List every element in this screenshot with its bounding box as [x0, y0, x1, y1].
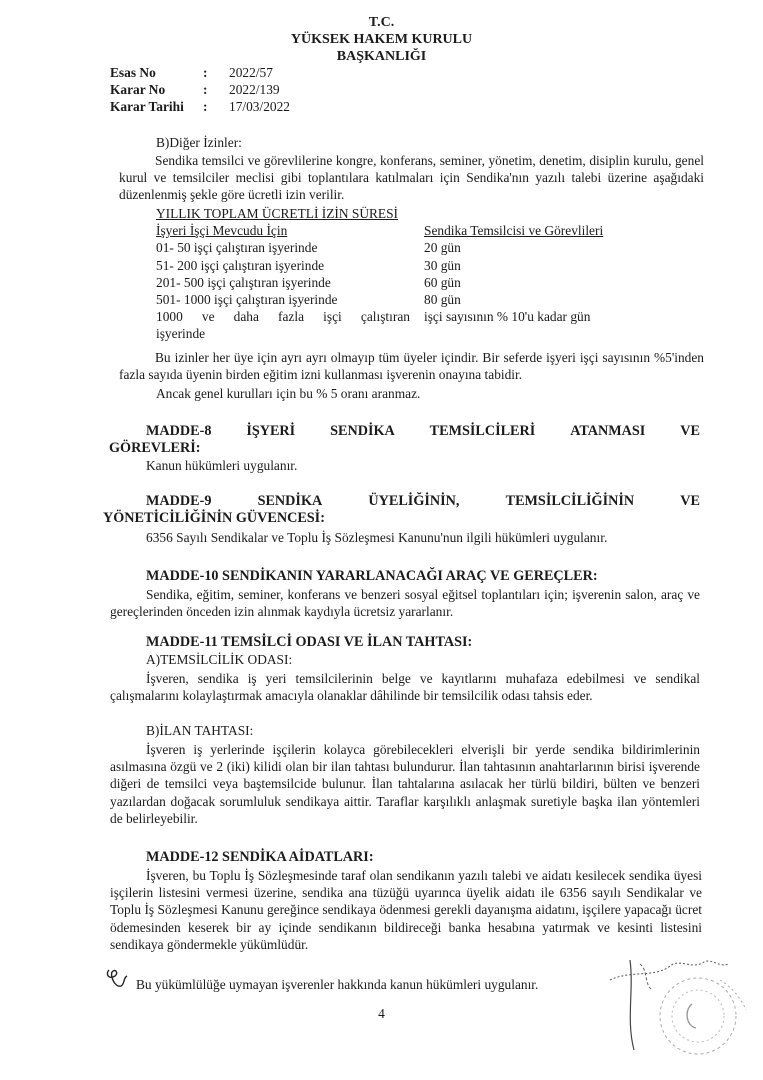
madde-9-heading-cont: YÖNETİCİLİĞİNİN GÜVENCESİ: [103, 510, 325, 526]
section-b-note-2: Ancak genel kurulları için bu % 5 oranı aranmaz. [156, 386, 421, 401]
madde-8-heading [146, 423, 700, 440]
karar-colon: : [203, 82, 208, 97]
leave-table-header [156, 222, 676, 239]
signature-stamp-icon [600, 940, 760, 1065]
table-row [156, 239, 676, 256]
madde-8-body: Kanun hükümleri uygulanır. [146, 458, 298, 473]
word: SENDİKA [330, 423, 395, 439]
madde-11-sub-a: A)TEMSİLCİLİK ODASI: [146, 652, 293, 667]
tarih-value: 17/03/2022 [229, 99, 291, 114]
word: MADDE-8 [146, 423, 212, 439]
page-number: 4 [378, 1006, 385, 1021]
madde-10-body: Sendika, eğitim, seminer, konferans ve benzeri sosyal eğitsel toplantıları için; işverenin salon, araç ve gereçlerinden önceden izin alınmak kaydıyla ücretsiz yararlanır. [110, 587, 700, 620]
handwritten-initial-icon [103, 966, 133, 992]
leave-table-title: YILLIK TOPLAM ÜCRETLİ İZİN SÜRESİ [156, 206, 399, 221]
madde-11-sub-b: B)İLAN TAHTASI: [146, 723, 254, 738]
table-cell-right: işçi sayısının % 10'u kadar gün [424, 309, 591, 325]
tarih-row [110, 98, 290, 115]
word: ve [201, 309, 215, 325]
section-b-note-1: Bu izinler her üye için ayrı ayrı olmayıp tüm üyeler içindir. Bir seferde işyeri işçi sayısının %5'inden fazla sayıda üyenin birden eğitim izni kullanması işverenin onayına tabidir. [119, 350, 704, 383]
table-cell-right: 60 gün [424, 274, 461, 290]
word: işçi [323, 309, 342, 325]
word: VE [680, 423, 700, 439]
madde-8-heading-cont: GÖREVLERİ: [109, 440, 201, 456]
table-cell-right: 20 gün [424, 240, 461, 256]
madde-11-heading: MADDE-11 TEMSİLCİ ODASI VE İLAN TAHTASI: [146, 634, 473, 650]
table-row [156, 274, 676, 291]
esas-row [110, 64, 290, 81]
word: fazla [278, 309, 305, 325]
tarih-label: Karar Tarihi [110, 99, 184, 114]
madde-9-body: 6356 Sayılı Sendikalar ve Toplu İş Sözleşmesi Kanunu'nun ilgili hükümleri uygulanır. [146, 530, 608, 545]
table-row [156, 325, 676, 342]
madde-12-last-line: Bu yükümlülüğe uymayan işverenler hakkında kanun hükümleri uygulanır. [136, 977, 539, 992]
esas-value: 2022/57 [229, 65, 273, 80]
madde-11-body-b: İşveren iş yerlerinde işçilerin kolayca görebilecekleri elverişli bir yerde sendika bildirimlerinin asılmasına özgü ve 2 (iki) kilidi olan bir ilan tahtası bulundurur. İlan tahtasının anahtarlarının birisi işverende diğeri de temsilci veya baştemsilcide bulunur. İlan tahtalarına asılacak her türlü bildiri, bülten ve benzeri yazılardan doğacak sorumluluk sendikaya aittir. Taraflar karşılıklı anlaşmak suretiyle başka ilan yöntemleri de belirleyebilir. [110, 742, 700, 826]
esas-label: Esas No [110, 65, 156, 80]
leave-table [156, 205, 676, 343]
madde-9-heading [146, 493, 700, 510]
table-cell-left: 201- 500 işçi çalıştıran işyerinde [156, 274, 331, 290]
table-cell-left: işyerinde [156, 326, 206, 342]
word: MADDE-9 [146, 493, 212, 509]
tarih-colon: : [203, 99, 208, 114]
table-cell-right: 80 gün [424, 292, 461, 308]
karar-label: Karar No [110, 82, 166, 97]
word: çalıştıran [360, 309, 410, 325]
leave-table-col-left: İşyeri İşçi Mevcudu İçin [156, 223, 288, 239]
table-row [156, 291, 676, 308]
case-meta [110, 64, 290, 115]
madde-12-heading: MADDE-12 SENDİKA AİDATLARI: [146, 849, 374, 865]
esas-colon: : [203, 65, 208, 80]
table-cell-left: 501- 1000 işçi çalıştıran işyerinde [156, 292, 338, 308]
karar-value: 2022/139 [229, 82, 280, 97]
word: SENDİKA [257, 493, 323, 509]
table-row [156, 308, 676, 325]
table-cell-left: 01- 50 işçi çalıştıran işyerinde [156, 240, 318, 256]
table-cell-left: 51- 200 işçi çalıştıran işyerinde [156, 257, 325, 273]
madde-11-body-a: İşveren, sendika iş yeri temsilcilerinin belge ve kayıtlarını muhafaza edebilmesi ve sendikal çalışmalarını kolaylaştırmak amacıyla olanaklar dâhilinde bir temsilcilik odası tahsis eder. [110, 671, 700, 704]
madde-12-body: İşveren, bu Toplu İş Sözleşmesinde taraf olan sendikanın yazılı talebi ve aidatı kesilecek sendika üyesi işçilerin listesini vermesi üzerine, sendika ana tüzüğü uyarınca üyelik aidatı ile 6356 sayılı Sendikalar ve Toplu İş Sözleşmesi Kanunu gereğince sendikaya ödenmesi gerekli dayanışma aidatını, işçilere yapacağı ücret ödemesinden keserek bir ay içinde sendikanın bildireceği banka hesabına yatırmak ve kesinti listesini sendikaya göndermekle yükümlüdür. [110, 868, 702, 952]
karar-row [110, 81, 290, 98]
header-tc: T.C. [368, 15, 395, 30]
table-cell-right: 30 gün [424, 257, 461, 273]
word: ATANMASI [570, 423, 646, 439]
word: daha [233, 309, 259, 325]
section-b-paragraph: Sendika temsilci ve görevlilerine kongre, konferans, seminer, yönetim, denetim, disiplin kurulu, genel kurul ve temsilciler meclisi gibi toplantılara katılmaları için Sendika'nın yazılı talebi üzerine aşağıdaki düzenlenmiş şekle göre ücretli izin verilir. [119, 153, 704, 203]
last-row-words [156, 308, 410, 325]
word: TEMSİLCİLERİ [429, 423, 536, 439]
word: VE [680, 493, 700, 509]
madde-10-heading: MADDE-10 SENDİKANIN YARARLANACAĞI ARAÇ VE GEREÇLER: [146, 568, 598, 584]
table-row [156, 257, 676, 274]
section-b-title: B)Diğer İzinler: [156, 135, 242, 150]
header-institution: YÜKSEK HAKEM KURULU [290, 32, 473, 47]
word: 1000 [156, 309, 183, 325]
table-cell-left [156, 308, 424, 325]
word: TEMSİLCİLİĞİNİN [505, 493, 635, 509]
header-department: BAŞKANLIĞI [336, 49, 427, 64]
word: İŞYERİ [246, 423, 296, 439]
word: ÜYELİĞİNİN, [368, 493, 460, 509]
leave-table-col-right: Sendika Temsilcisi ve Görevlileri [424, 223, 604, 239]
